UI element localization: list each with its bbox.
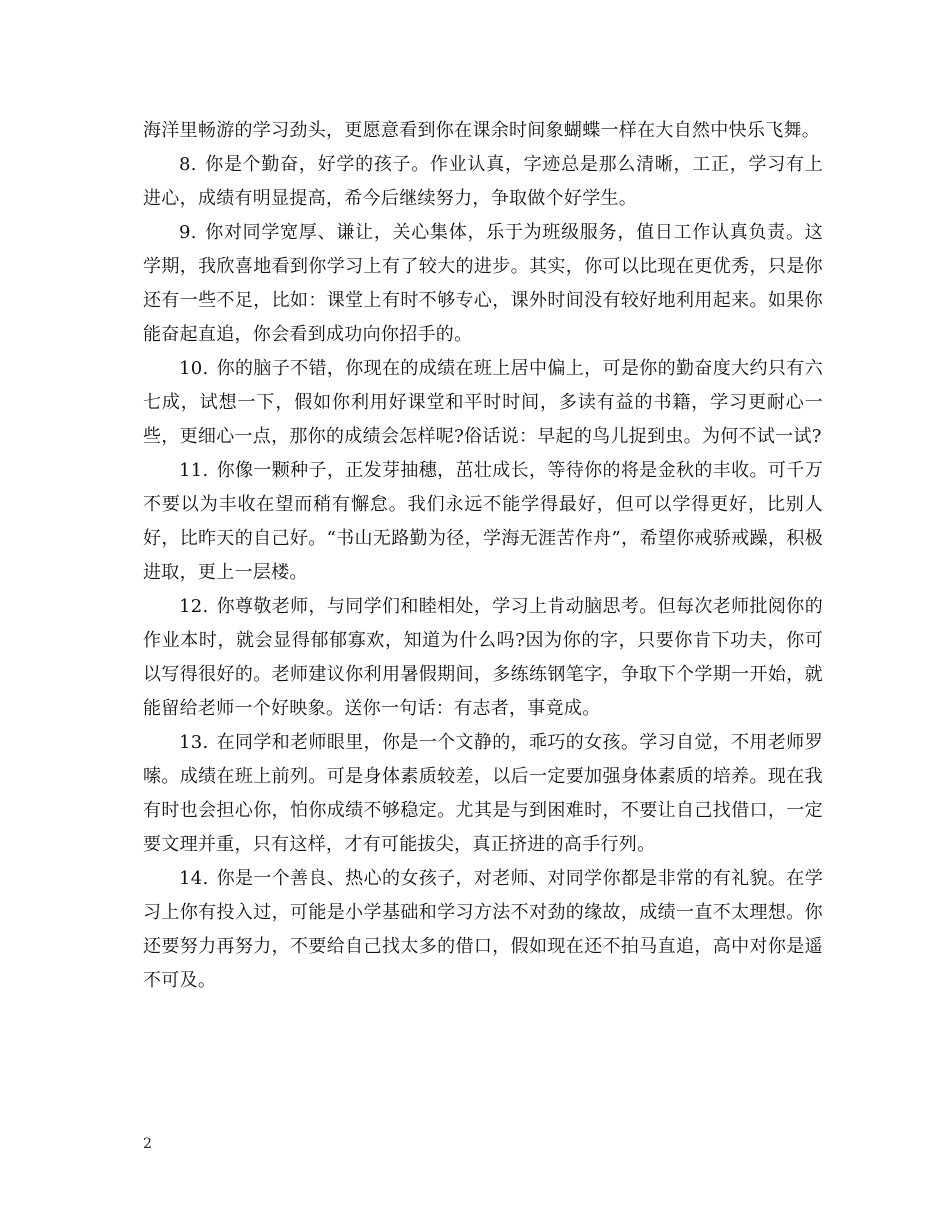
- paragraph-text: 在同学和老师眼里，你是一个文静的，乖巧的女孩。学习自觉，不用老师罗嗦。成绩在班上前列。可是身体素质较差，以后一定要加强身体素质的培养。现在我有时也会担心你，怕你成绩不够稳定。尤其是与到困难时，不要让自己找借口，一定要文理并重，只有这样，才有可能拔尖，真正挤进的高手行列。: [143, 732, 823, 855]
- paragraph-11: [143, 454, 823, 590]
- page-number: 2: [143, 1136, 152, 1152]
- paragraph-text: 你像一颗种子，正发芽抽穗，茁壮成长，等待你的将是金秋的丰收。可千万不要以为丰收在望而稍有懈怠。我们永远不能学得最好，但可以学得更好，比别人好，比昨天的自己好。“书山无路勤为径，学海无涯苦作舟”，希望你戒骄戒躁，积极进取，更上一层楼。: [143, 460, 823, 583]
- paragraph-number: 13.: [179, 732, 209, 753]
- paragraph-text: 海洋里畅游的学习劲头，更愿意看到你在课余时间象蝴蝶一样在大自然中快乐飞舞。: [143, 120, 821, 141]
- paragraph-13: [143, 726, 823, 862]
- paragraph-10: [143, 352, 823, 454]
- paragraph-number: 14.: [179, 868, 209, 889]
- document-body: [143, 114, 823, 998]
- paragraph-8: [143, 148, 823, 216]
- paragraph-number: 9.: [179, 222, 197, 243]
- paragraph-text: 你是个勤奋，好学的孩子。作业认真，字迹总是那么清晰，工正，学习有上进心，成绩有明显提高，希今后继续努力，争取做个好学生。: [143, 154, 823, 209]
- paragraph-number: 10.: [179, 358, 209, 379]
- paragraph-text: 你是一个善良、热心的女孩子，对老师、对同学你都是非常的有礼貌。在学习上你有投入过，可能是小学基础和学习方法不对劲的缘故，成绩一直不太理想。你还要努力再努力，不要给自己找太多的借口，假如现在还不拍马直追，高中对你是遥不可及。: [143, 868, 823, 991]
- paragraph-continuation: [143, 114, 823, 148]
- paragraph-12: [143, 590, 823, 726]
- paragraph-text: 你尊敬老师，与同学们和睦相处，学习上肯动脑思考。但每次老师批阅你的作业本时，就会显得郁郁寡欢，知道为什么吗?因为你的字，只要你肯下功夫，你可以写得很好的。老师建议你利用暑假期间，多练练钢笔字，争取下个学期一开始，就能留给老师一个好映象。送你一句话：有志者，事竟成。: [143, 596, 823, 719]
- paragraph-number: 11.: [179, 460, 209, 481]
- paragraph-number: 12.: [179, 596, 209, 617]
- paragraph-text: 你对同学宽厚、谦让，关心集体，乐于为班级服务，值日工作认真负责。这学期，我欣喜地看到你学习上有了较大的进步。其实，你可以比现在更优秀，只是你还有一些不足，比如：课堂上有时不够专心，课外时间没有较好地利用起来。如果你能奋起直追，你会看到成功向你招手的。: [143, 222, 823, 345]
- paragraph-text: 你的脑子不错，你现在的成绩在班上居中偏上，可是你的勤奋度大约只有六七成，试想一下，假如你利用好课堂和平时时间，多读有益的书籍，学习更耐心一些，更细心一点，那你的成绩会怎样呢?俗话说：早起的鸟儿捉到虫。为何不试一试?: [143, 358, 823, 447]
- paragraph-9: [143, 216, 823, 352]
- paragraph-number: 8.: [179, 154, 197, 175]
- paragraph-14: [143, 862, 823, 998]
